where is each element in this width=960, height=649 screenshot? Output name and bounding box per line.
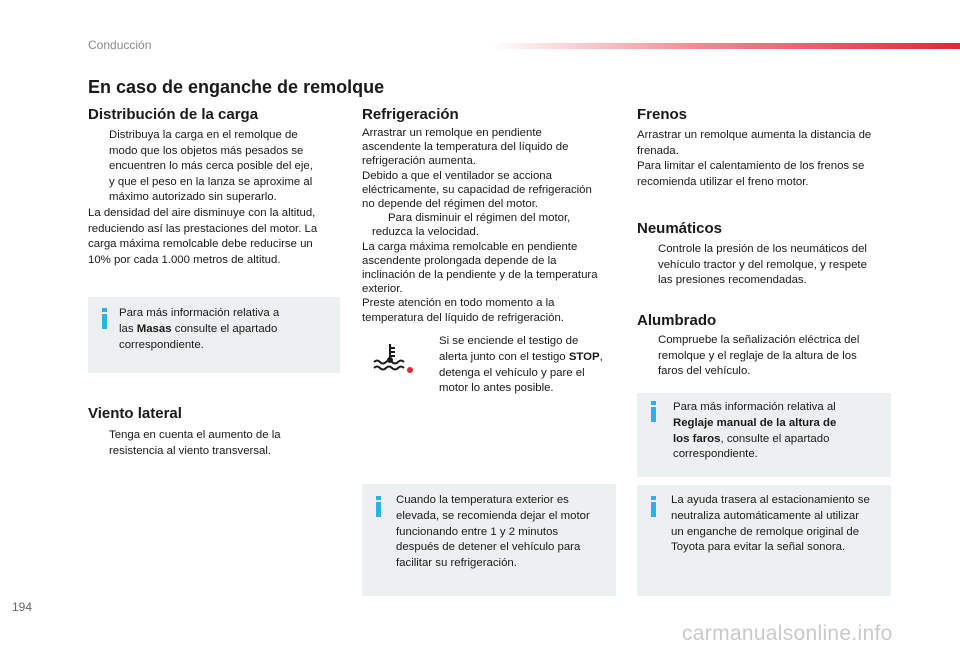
neumaticos-text <box>637 242 893 289</box>
note-temperatura-text: Cuando la temperatura exterior es elevada, se recomienda dejar el motor funcionando entre 1 y 2 minutos después de detener el vehículo para facilitar su refrigeración. <box>396 494 590 570</box>
header-accent-bar <box>490 43 960 49</box>
heading-viento: Viento lateral <box>88 405 182 422</box>
section-label: Conducción <box>88 38 152 52</box>
page-number: 194 <box>12 600 33 614</box>
neumaticos-bullet: Controle la presión de los neumáticos del vehículo tractor y del remolque, y respete las presiones recomendadas. <box>658 243 867 287</box>
stop-label: STOP <box>568 350 600 363</box>
refrigeracion-text: Arrastrar un remolque en pendiente ascendente la temperatura del líquido de refrigeración aumenta. Debido a que el ventilador se acciona eléctricamente, su capacidad de refrigeración no depende del régimen del motor. Para disminuir el régimen del motor, reduzca la velocidad. La carga máxima remolcable en pendiente ascendente prolongada depende de la inclinación de la pendiente y de la temperatura exterior. Preste atención en todo momento a la temperatura del líquido de refrigeración. <box>362 126 620 325</box>
note-reglaje <box>637 393 891 477</box>
frenos-text: Arrastrar un remolque aumenta la distancia de frenada. Para limitar el calentamiento de los frenos se recomienda utilizar el freno motor. <box>637 129 872 188</box>
info-icon <box>651 407 656 422</box>
note-temperatura <box>362 484 616 596</box>
heading-refrigeracion: Refrigeración <box>362 106 459 123</box>
alumbrado-bullet: Compruebe la señalización eléctrica del remolque y el reglaje de la altura de los faros del vehículo. <box>658 334 860 378</box>
link-faros: los faros <box>673 432 721 445</box>
viento-bullet: Tenga en cuenta el aumento de la resistencia al viento transversal. <box>109 429 281 457</box>
info-icon <box>651 502 656 517</box>
info-icon <box>102 314 107 329</box>
info-icon <box>376 502 381 517</box>
distribucion-text: Distribuya la carga en el remolque de modo que los objetos más pesados se encuentren lo más cerca posible del eje, y que el peso en la lanza se aproxime al máximo autorizado sin superarlo. La densidad del aire disminuye con la altitud, reduciendo así las prestaciones del motor. La carga máxima remolcable debe reducirse un 10% por cada 1.000 metros de altitud. <box>88 128 338 268</box>
note-ayuda-text: La ayuda trasera al estacionamiento se neutraliza automáticamente al utilizar un enganche de remolque original de Toyota para evitar la señal sonora. <box>671 494 870 554</box>
warning-text <box>418 334 618 397</box>
heading-frenos: Frenos <box>637 106 688 123</box>
distribucion-bullet: Distribuya la carga en el remolque de modo que los objetos más pesados se encuentren lo más cerca posible del eje, y que el peso en la lanza se aproxime al máximo autorizado sin superarlo. <box>109 129 313 204</box>
note-masas <box>88 297 340 373</box>
alumbrado-text <box>637 333 893 380</box>
note-reglaje-text: Para más información relativa al Reglaje manual de la altura de los faros, consulte el apartado correspondiente. <box>673 401 837 461</box>
warning-bullet: Si se enciende el testigo de alerta junto con el testigo STOP, detenga el vehículo y pare el motor lo antes posible. <box>439 335 603 395</box>
link-masas: Masas <box>136 322 172 335</box>
coolant-temperature-warning-icon <box>370 340 414 376</box>
watermark: carmanualsonline.info <box>682 622 893 645</box>
heading-distribucion: Distribución de la carga <box>88 106 259 123</box>
heading-alumbrado: Alumbrado <box>637 312 717 329</box>
heading-neumaticos: Neumáticos <box>637 220 723 237</box>
page-title: En caso de enganche de remolque <box>88 77 385 97</box>
link-reglaje: Reglaje manual de la altura de <box>673 416 837 429</box>
note-ayuda-estacionamiento <box>637 485 891 596</box>
viento-text <box>88 428 338 459</box>
refrigeracion-bullet: Para disminuir el régimen del motor, reduzca la velocidad. <box>372 212 571 239</box>
note-masas-text: Para más información relativa a las Masas consulte el apartado correspondiente. <box>119 307 280 351</box>
